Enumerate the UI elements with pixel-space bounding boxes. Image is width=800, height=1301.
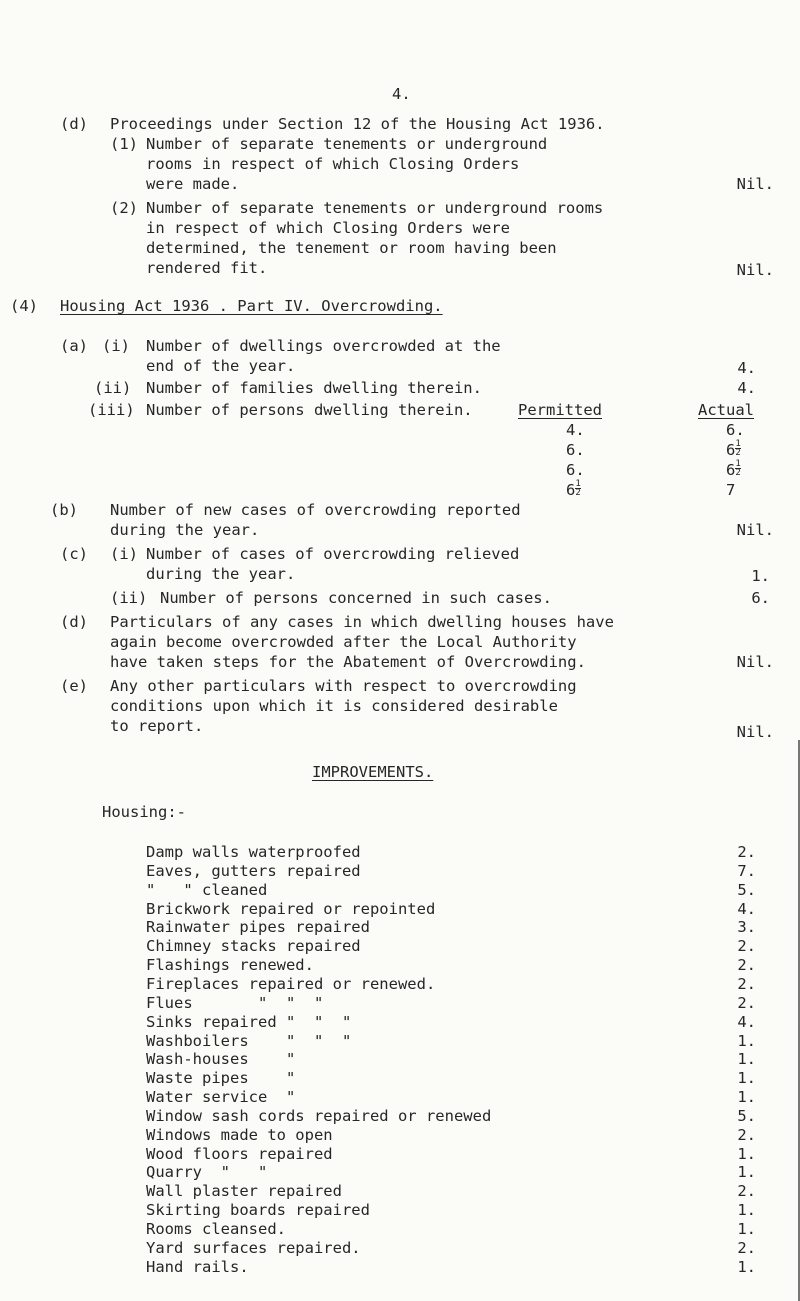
- improvement-count: 5.: [737, 1107, 756, 1125]
- improvement-count: 2.: [737, 1126, 756, 1144]
- section-4c-i-value: 1.: [751, 567, 770, 585]
- section-4c-i-line: Number of cases of overcrowding relieved: [146, 545, 520, 563]
- section-d-item1-value: Nil.: [736, 175, 774, 193]
- section-4b-label: (b): [50, 501, 78, 519]
- improvement-label: Wall plaster repaired: [146, 1182, 342, 1200]
- improvement-count: 7.: [737, 862, 756, 880]
- section-4c-label: (c): [60, 545, 88, 563]
- improvement-count: 1.: [737, 1069, 756, 1087]
- section-d-label: (d): [60, 115, 88, 133]
- improvement-count: 4.: [737, 1013, 756, 1031]
- improvement-label: Flashings renewed.: [146, 956, 314, 974]
- permitted-header: Permitted: [518, 401, 602, 419]
- improvement-label: " " cleaned: [146, 881, 268, 899]
- improvement-count: 1.: [737, 1258, 756, 1276]
- section-4b-line: during the year.: [110, 521, 260, 539]
- section-4a-i-label: (i): [102, 337, 130, 355]
- section-4c-ii-value: 6.: [751, 589, 770, 607]
- section-d-item2-line: Number of separate tenements or underground rooms: [146, 199, 604, 217]
- improvement-label: Brickwork repaired or repointed: [146, 900, 436, 918]
- improvement-label: Yard surfaces repaired.: [146, 1239, 361, 1257]
- improvement-count: 2.: [737, 1182, 756, 1200]
- improvement-label: Washboilers " " ": [146, 1032, 352, 1050]
- section-4a-iii-text: Number of persons dwelling therein.: [146, 401, 473, 419]
- improvement-count: 2.: [737, 843, 756, 861]
- improvement-count: 1.: [737, 1220, 756, 1238]
- section-4-label: (4): [10, 297, 38, 315]
- improvement-label: Sinks repaired " " ": [146, 1013, 352, 1031]
- section-4c-i-label: (i): [110, 545, 138, 563]
- improvement-label: Rooms cleansed.: [146, 1220, 286, 1238]
- improvement-count: 1.: [737, 1201, 756, 1219]
- section-4e-line: Any other particulars with respect to overcrowding: [110, 677, 577, 695]
- section-4d-line: Particulars of any cases in which dwelling houses have: [110, 613, 614, 631]
- section-4a-ii-label: (ii): [94, 379, 132, 397]
- fraction-half: $\frac{1}{2}$: [575, 479, 581, 498]
- section-d-heading: Proceedings under Section 12 of the Housing Act 1936.: [110, 115, 605, 133]
- improvement-count: 2.: [737, 994, 756, 1012]
- improvements-heading: IMPROVEMENTS.: [312, 763, 434, 781]
- improvement-label: Eaves, gutters repaired: [146, 862, 361, 880]
- section-4d-line: again become overcrowded after the Local Authority: [110, 633, 577, 651]
- improvement-label: Wood floors repaired: [146, 1145, 333, 1163]
- section-4e-line: to report.: [110, 717, 204, 735]
- improvement-label: Quarry " ": [146, 1163, 268, 1181]
- section-4a-i-line: Number of dwellings overcrowded at the: [146, 337, 501, 355]
- section-4a-ii-value: 4.: [737, 379, 756, 397]
- section-4d-value: Nil.: [736, 653, 774, 671]
- improvement-count: 1.: [737, 1032, 756, 1050]
- improvement-label: Flues " " ": [146, 994, 324, 1012]
- improvement-count: 3.: [737, 918, 756, 936]
- permitted-value: 6.: [566, 461, 585, 479]
- improvement-count: 2.: [737, 975, 756, 993]
- improvement-label: Damp walls waterproofed: [146, 843, 361, 861]
- improvement-label: Wash-houses ": [146, 1050, 296, 1068]
- section-4b-line: Number of new cases of overcrowding reported: [110, 501, 521, 519]
- improvement-count: 2.: [737, 1239, 756, 1257]
- section-4a-i-line: end of the year.: [146, 357, 296, 375]
- improvement-label: Hand rails.: [146, 1258, 249, 1276]
- section-4a-i-value: 4.: [737, 359, 756, 377]
- improvement-label: Chimney stacks repaired: [146, 937, 361, 955]
- section-d-item2-value: Nil.: [736, 261, 774, 279]
- improvement-count: 4.: [737, 900, 756, 918]
- actual-value: 6 $\frac{1}{2}$: [726, 439, 741, 459]
- section-d-item1-line: rooms in respect of which Closing Orders: [146, 155, 520, 173]
- improvement-count: 1.: [737, 1050, 756, 1068]
- fraction-half: $\frac{1}{2}$: [735, 459, 741, 478]
- section-d-item2-line: in respect of which Closing Orders were: [146, 219, 510, 237]
- permitted-value: 6.: [566, 441, 585, 459]
- section-d-item2-line: determined, the tenement or room having been: [146, 239, 557, 257]
- improvement-label: Rainwater pipes repaired: [146, 918, 370, 936]
- section-4-heading: Housing Act 1936 . Part IV. Overcrowding.: [60, 297, 443, 315]
- section-4b-value: Nil.: [736, 521, 774, 539]
- improvement-label: Skirting boards repaired: [146, 1201, 370, 1219]
- section-d-item2-label: (2): [110, 199, 138, 217]
- section-d-item1-label: (1): [110, 135, 138, 153]
- improvement-label: Window sash cords repaired or renewed: [146, 1107, 492, 1125]
- section-4c-i-line: during the year.: [146, 565, 296, 583]
- section-4a-ii-text: Number of families dwelling therein.: [146, 379, 482, 397]
- improvement-label: Water service ": [146, 1088, 296, 1106]
- improvement-count: 2.: [737, 937, 756, 955]
- actual-value: 7: [726, 481, 736, 499]
- actual-value: 6.: [726, 421, 745, 439]
- housing-subheading: Housing:-: [102, 803, 186, 821]
- fraction-half: $\frac{1}{2}$: [735, 439, 741, 458]
- improvement-count: 1.: [737, 1163, 756, 1181]
- section-4a-label: (a): [60, 337, 88, 355]
- improvement-label: Fireplaces repaired or renewed.: [146, 975, 436, 993]
- improvement-label: Waste pipes ": [146, 1069, 296, 1087]
- section-d-item2-line: rendered fit.: [146, 259, 268, 277]
- permitted-value: 6 $\frac{1}{2}$: [566, 479, 581, 499]
- improvement-count: 1.: [737, 1088, 756, 1106]
- improvement-count: 2.: [737, 956, 756, 974]
- actual-header: Actual: [698, 401, 754, 419]
- permitted-value: 4.: [566, 421, 585, 439]
- section-4d-label: (d): [60, 613, 88, 631]
- section-4a-iii-label: (iii): [88, 401, 135, 419]
- section-4d-line: have taken steps for the Abatement of Overcrowding.: [110, 653, 586, 671]
- section-4c-ii-label: (ii): [110, 589, 148, 607]
- improvement-count: 1.: [737, 1145, 756, 1163]
- section-4e-value: Nil.: [736, 723, 774, 741]
- section-4e-label: (e): [60, 677, 88, 695]
- section-4c-ii-text: Number of persons concerned in such cases.: [160, 589, 552, 607]
- improvement-count: 5.: [737, 881, 756, 899]
- section-d-item1-line: Number of separate tenements or underground: [146, 135, 548, 153]
- page-number: 4.: [392, 85, 411, 103]
- actual-value: 6 $\frac{1}{2}$: [726, 459, 741, 479]
- section-d-item1-line: were made.: [146, 175, 240, 193]
- improvement-label: Windows made to open: [146, 1126, 333, 1144]
- section-4e-line: conditions upon which it is considered desirable: [110, 697, 558, 715]
